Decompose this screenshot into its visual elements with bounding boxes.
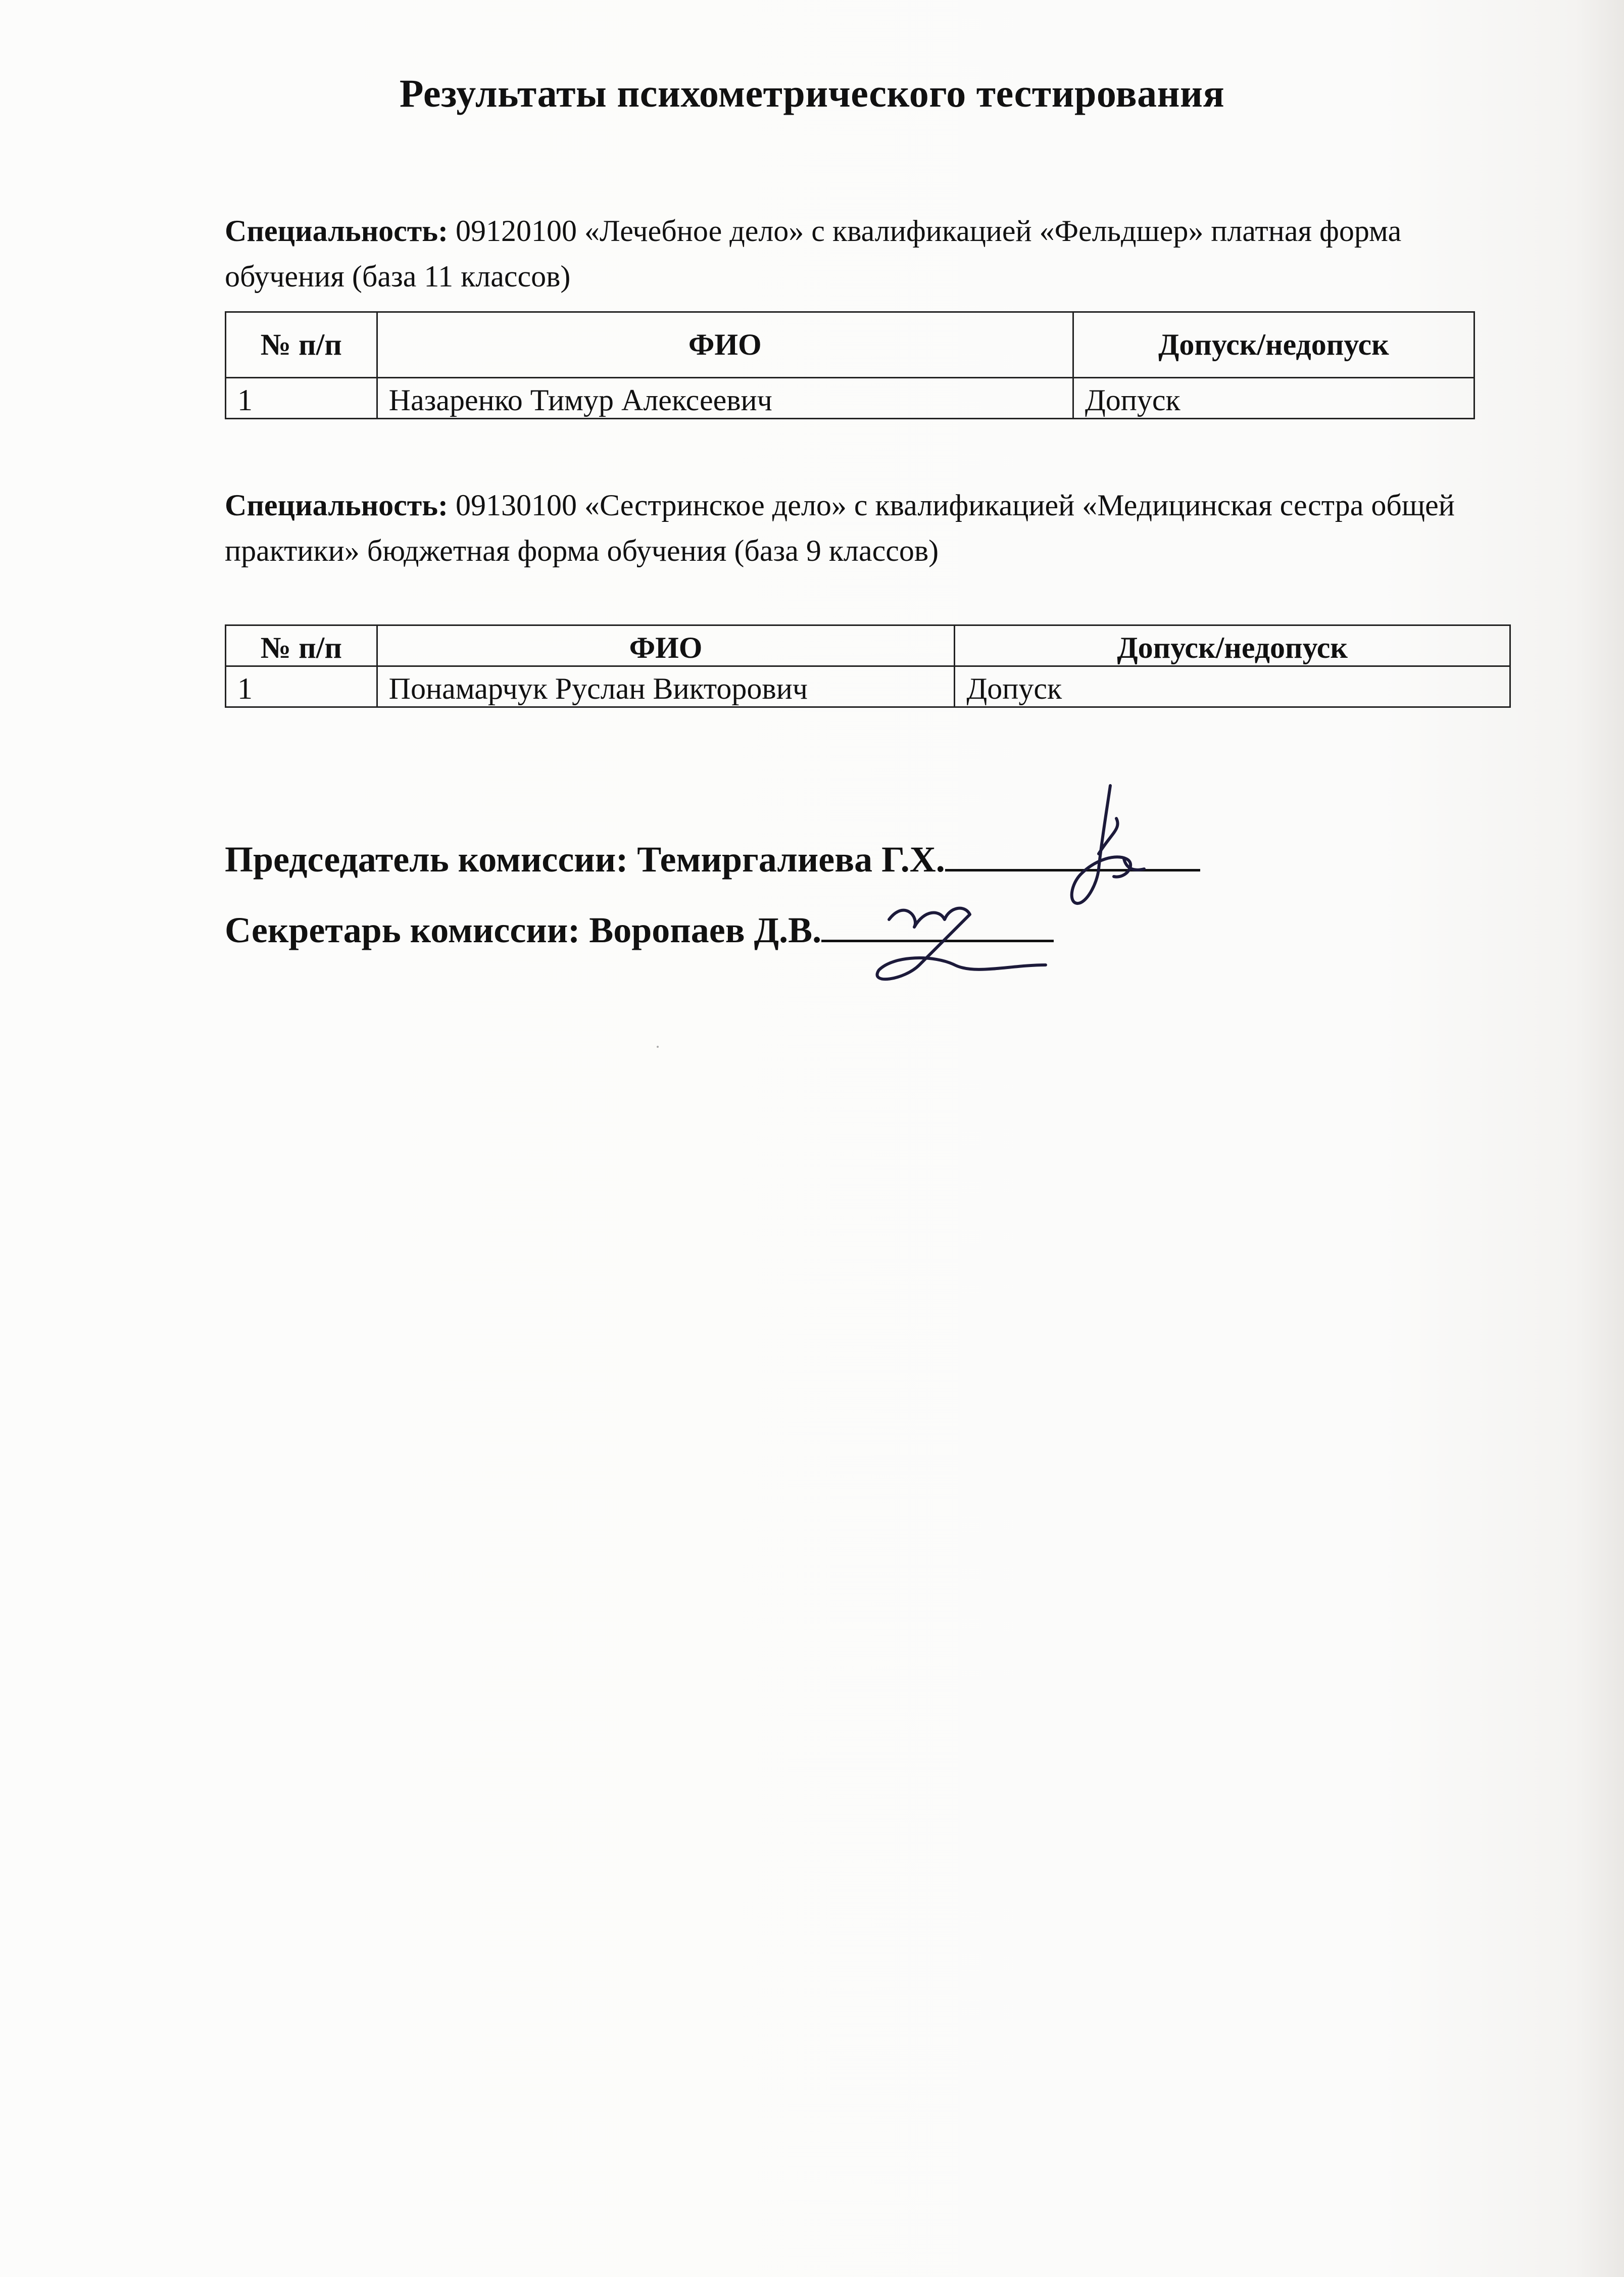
cell-fio: Понамарчук Руслан Викторович: [377, 666, 955, 707]
cell-admission: Допуск: [955, 666, 1510, 707]
specialty-1-description: [225, 208, 1518, 299]
specialty-2-description: [225, 482, 1518, 573]
secretary-handwritten-signature: [859, 889, 1061, 990]
table-header-row: [226, 312, 1474, 378]
secretary-label: Секретарь комиссии: Воропаев Д.В.: [225, 910, 822, 950]
col-header-admission: Допуск/недопуск: [1073, 312, 1474, 378]
table-header-row: [226, 625, 1510, 666]
cell-fio: Назаренко Тимур Алексеевич: [377, 378, 1073, 419]
col-header-admission: Допуск/недопуск: [955, 625, 1510, 666]
chair-handwritten-signature: [1051, 783, 1152, 919]
col-header-fio: ФИО: [377, 312, 1073, 378]
specialty-1-text: 09120100 «Лечебное дело» с квалификацией «Фельдшер» платная форма обучения (база 11 классов): [225, 214, 1402, 293]
results-table-2: [225, 624, 1511, 708]
specialty-2-label: Специальность:: [225, 489, 448, 522]
cell-number: 1: [226, 666, 377, 707]
specialty-1-label: Специальность:: [225, 214, 448, 248]
cell-number: 1: [226, 378, 377, 419]
page-title: Результаты психометрического тестирования: [399, 71, 1225, 115]
results-table-1: [225, 311, 1475, 419]
col-header-number: № п/п: [226, 625, 377, 666]
col-header-number: № п/п: [226, 312, 377, 378]
col-header-fio: ФИО: [377, 625, 955, 666]
table-row: [226, 378, 1474, 419]
specialty-2-text: 09130100 «Сестринское дело» с квалификацией «Медицинская сестра общей практики» бюджетная форма обучения (база 9 классов): [225, 489, 1455, 567]
chair-label: Председатель комиссии: Темиргалиева Г.Х.: [225, 839, 945, 880]
cell-admission: Допуск: [1073, 378, 1474, 419]
table-row: [226, 666, 1510, 707]
paper-speck: [657, 1046, 659, 1048]
